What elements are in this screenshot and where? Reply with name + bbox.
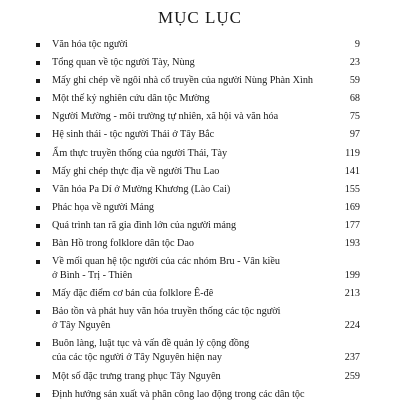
toc-entry-title: Bảo tồn và phát huy văn hóa truyền thống các tộc người xyxy=(52,306,281,318)
toc-entry-page-number: 9 xyxy=(354,39,360,50)
toc-entry-page-number: 193 xyxy=(344,238,360,250)
bullet-icon xyxy=(36,97,40,101)
toc-entry-page-number: 141 xyxy=(344,165,360,177)
toc-entry-title: Quá trình tan rã gia đình lớn của người mảng xyxy=(52,219,237,231)
bullet-icon xyxy=(36,224,40,228)
bullet-icon xyxy=(36,260,40,264)
toc-list xyxy=(36,39,360,400)
toc-entry[interactable] xyxy=(36,129,360,141)
toc-entry-title: Một số đặc trưng trang phục Tây Nguyên xyxy=(52,370,221,382)
toc-entry-page-number: 169 xyxy=(344,201,360,213)
bullet-icon xyxy=(36,393,40,397)
toc-entry-page-number: 177 xyxy=(344,219,360,231)
toc-entry-page-number: 155 xyxy=(344,183,360,195)
toc-entry-page-number: 119 xyxy=(345,147,360,159)
toc-entry[interactable] xyxy=(36,288,360,300)
toc-entry-title: Định hướng sản xuất và phân công lao động trong các dân tộc xyxy=(52,388,305,400)
toc-entry-title: Văn hóa Pa Dí ở Mường Khương (Lào Cai) xyxy=(52,183,231,195)
toc-entry[interactable] xyxy=(36,39,360,51)
bullet-icon xyxy=(36,188,40,192)
toc-entry-page-number: 23 xyxy=(349,57,360,69)
toc-entry-title: Về mối quan hệ tộc người của các nhóm Bru - Vân kiều xyxy=(52,256,280,268)
toc-entry-title: Mấy ghi chép về ngôi nhà cổ truyền của người Nùng Phàn Xình xyxy=(52,75,314,87)
toc-entry-page-number: 199 xyxy=(344,270,360,282)
toc-entry[interactable] xyxy=(36,256,360,282)
toc-entry[interactable] xyxy=(36,93,360,105)
toc-entry-page-number: 59 xyxy=(349,75,360,87)
bullet-icon xyxy=(36,242,40,246)
toc-entry-title: Một thế kỷ nghiên cứu dân tộc Mường xyxy=(52,93,210,105)
bullet-icon xyxy=(36,61,40,65)
toc-entry-title: Ẩm thực truyền thống của người Thái, Tày xyxy=(52,147,228,159)
bullet-icon xyxy=(36,206,40,210)
toc-entry-title: Phác họa về người Mảng xyxy=(52,201,155,213)
toc-entry-title: Hệ sinh thái - tộc người Thái ở Tây Bắc xyxy=(52,129,215,141)
toc-entry-page-number: 259 xyxy=(344,370,360,382)
toc-entry-title: Tổng quan về tộc người Tày, Nùng xyxy=(52,57,195,69)
toc-entry-title: Người Mường - môi trường tự nhiên, xã hội và văn hóa xyxy=(52,111,279,123)
toc-entry-title: Văn hóa tộc người xyxy=(52,39,128,50)
toc-entry-title: của các tộc người ở Tây Nguyên hiện nay xyxy=(52,352,222,364)
bullet-icon xyxy=(36,292,40,296)
bullet-icon xyxy=(36,133,40,137)
toc-entry-page-number: 75 xyxy=(349,111,360,123)
bullet-icon xyxy=(36,152,40,156)
toc-entry-title: Mấy ghi chép thực địa về người Thu Lao xyxy=(52,165,220,177)
toc-entry[interactable] xyxy=(36,371,360,383)
toc-entry-page-number: 97 xyxy=(349,129,360,141)
toc-entry[interactable] xyxy=(36,148,360,160)
toc-entry-page-number: 213 xyxy=(344,288,360,300)
toc-entry-page-number: 237 xyxy=(344,352,360,364)
bullet-icon xyxy=(36,310,40,314)
toc-entry[interactable] xyxy=(36,338,360,364)
toc-entry[interactable] xyxy=(36,389,360,400)
toc-entry-title: ở Tây Nguyên xyxy=(52,320,111,332)
bullet-icon xyxy=(36,43,40,47)
toc-entry-page-number: 224 xyxy=(344,320,360,332)
toc-entry[interactable] xyxy=(36,111,360,123)
toc-entry[interactable] xyxy=(36,238,360,250)
toc-entry[interactable] xyxy=(36,306,360,332)
page-title: MỤC LỤC xyxy=(158,8,242,27)
toc-entry[interactable] xyxy=(36,184,360,196)
bullet-icon xyxy=(36,170,40,174)
bullet-icon xyxy=(36,115,40,119)
toc-entry[interactable] xyxy=(36,57,360,69)
toc-entry-title: ở Bình - Trị - Thiên xyxy=(52,270,133,282)
toc-entry[interactable] xyxy=(36,202,360,214)
toc-entry-title: Mấy đặc điểm cơ bản của folklore Ê-đê xyxy=(52,288,214,300)
toc-entry[interactable] xyxy=(36,220,360,232)
toc-entry-title: Buôn làng, luật tục và vấn đề quản lý cộng đồng xyxy=(52,338,250,350)
toc-entry[interactable] xyxy=(36,166,360,178)
toc-entry[interactable] xyxy=(36,75,360,87)
toc-entry-title: Bàn Hồ trong folklore dân tộc Dao xyxy=(52,238,195,250)
toc-entry-page-number: 68 xyxy=(349,93,360,105)
bullet-icon xyxy=(36,375,40,379)
bullet-icon xyxy=(36,79,40,83)
bullet-icon xyxy=(36,342,40,346)
